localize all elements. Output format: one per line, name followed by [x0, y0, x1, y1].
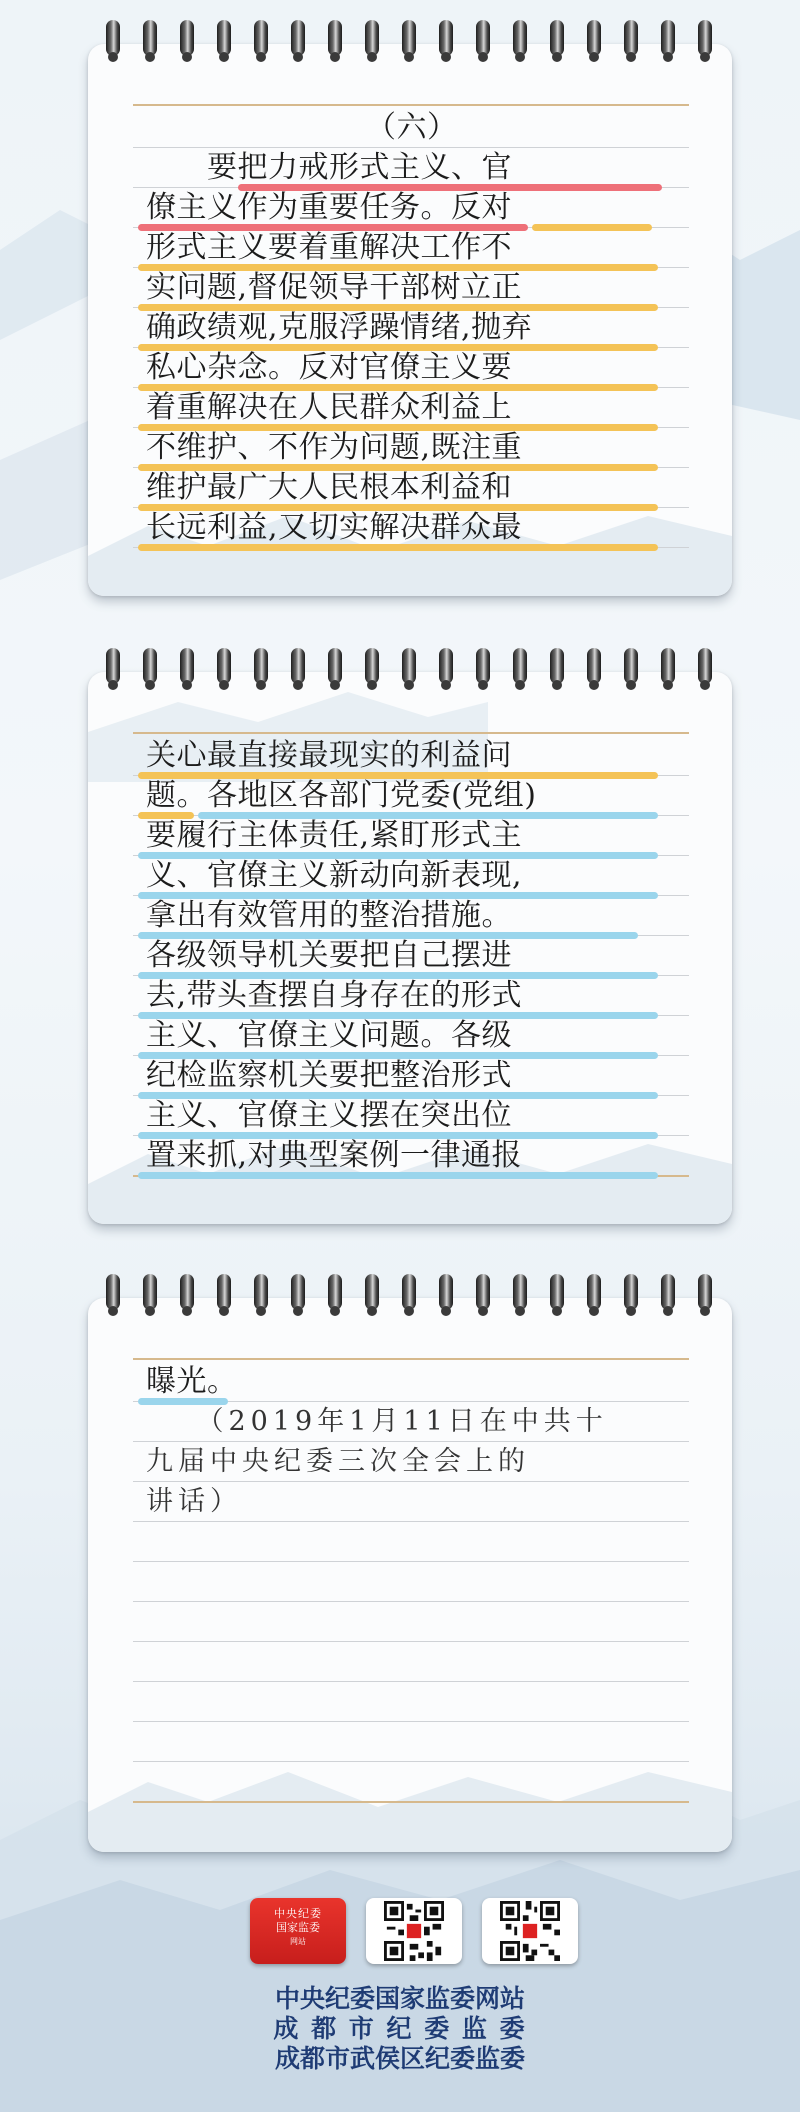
- text-line: 僚主义作为重要任务。反对: [146, 190, 512, 225]
- notebook-page-1: [88, 44, 732, 596]
- section-heading: （六）: [366, 110, 458, 145]
- text-line: 确政绩观,克服浮躁情绪,抛弃: [146, 310, 533, 345]
- text-line: 形式主义要着重解决工作不: [146, 230, 512, 265]
- text-line: 关心最直接最现实的利益问: [146, 738, 512, 773]
- footer-org-2: 成 都 市 纪 委 监 委: [273, 2014, 527, 2043]
- ccdi-logo[interactable]: [250, 1898, 346, 1964]
- footer-icons: [250, 1898, 580, 1968]
- source-note: 讲话）: [146, 1486, 242, 1517]
- footer-org-1: 中央纪委国家监委网站: [274, 1984, 525, 2013]
- text-line: 要把力戒形式主义、官: [146, 150, 512, 185]
- text-line: 各级领导机关要把自己摆进: [146, 938, 512, 973]
- logo-line: 中央纪委: [274, 1907, 322, 1920]
- header-rule: [133, 732, 689, 734]
- qr-code-icon[interactable]: [366, 1898, 462, 1964]
- text-line: 私心杂念。反对官僚主义要: [146, 350, 512, 385]
- footer-org-3: 成都市武侯区纪委监委: [274, 2044, 525, 2073]
- text-line: 不维护、不作为问题,既注重: [146, 430, 523, 465]
- text-line: 纪检监察机关要把整治形式: [146, 1058, 512, 1093]
- notebook-page-3: [88, 1298, 732, 1852]
- text-line: 题。各地区各部门党委(党组): [146, 778, 537, 813]
- text-line: 长远利益,又切实解决群众最: [146, 510, 523, 545]
- text-line: 着重解决在人民群众利益上: [146, 390, 512, 425]
- text-line: 义、官僚主义新动向新表现,: [146, 858, 523, 893]
- source-note: （2019年1月11日在中共十: [146, 1406, 608, 1437]
- header-rule: [133, 1358, 689, 1360]
- spiral-binding: [88, 648, 732, 688]
- notebook-page-2: [88, 672, 732, 1224]
- text-line: 曝光。: [146, 1364, 238, 1399]
- text-line: 拿出有效管用的整治措施。: [146, 898, 512, 933]
- text-line: 要履行主体责任,紧盯形式主: [146, 818, 523, 853]
- qr-code-icon[interactable]: [482, 1898, 578, 1964]
- text-line: 主义、官僚主义摆在突出位: [146, 1098, 512, 1133]
- logo-line: 国家监委: [276, 1921, 320, 1934]
- spiral-binding: [88, 20, 732, 60]
- text-line: 主义、官僚主义问题。各级: [146, 1018, 512, 1053]
- header-rule: [133, 104, 689, 106]
- source-note: 九届中央纪委三次全会上的: [146, 1446, 530, 1477]
- text-line: 维护最广大人民根本利益和: [146, 470, 512, 505]
- spiral-binding: [88, 1274, 732, 1314]
- logo-line: 网站: [290, 1937, 306, 1946]
- text-line: 去,带头查摆自身存在的形式: [146, 978, 523, 1013]
- page-mountain-decoration: [88, 1732, 732, 1852]
- text-line: 实问题,督促领导干部树立正: [146, 270, 523, 305]
- text-line: 置来抓,对典型案例一律通报: [146, 1138, 523, 1173]
